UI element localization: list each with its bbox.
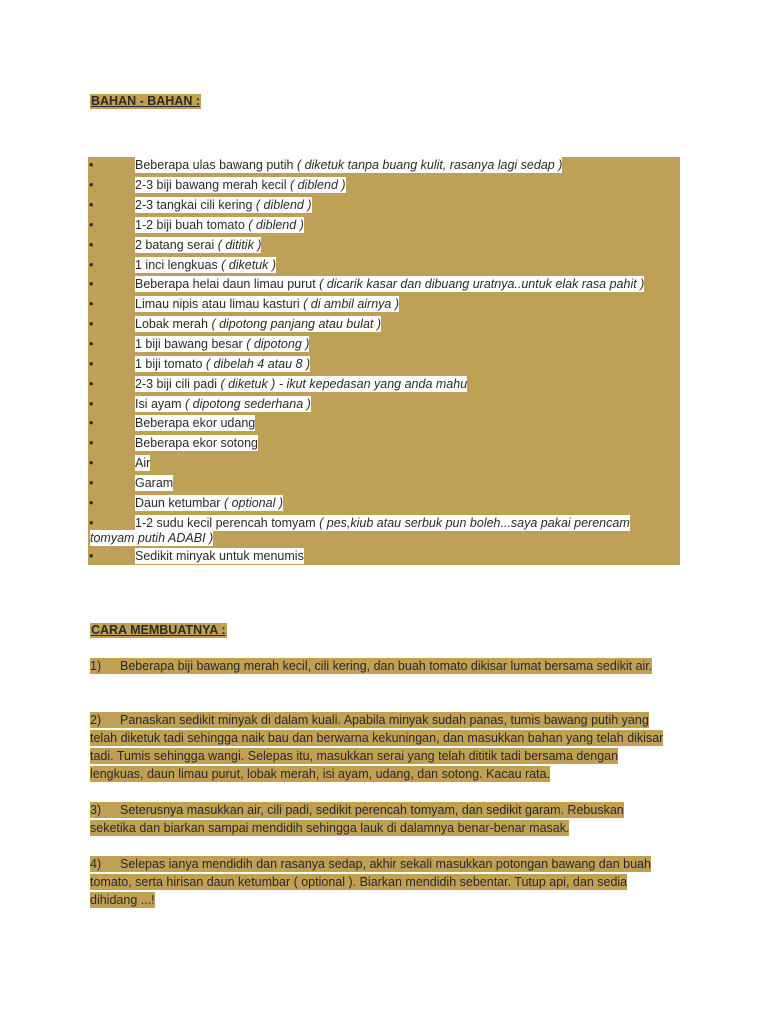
ingredient-name: 2-3 tangkai cili kering [135, 198, 256, 212]
step-number: 2) [90, 713, 102, 727]
ingredient-text [135, 157, 562, 173]
ingredient-name: 2-3 biji bawang merah kecil [135, 178, 290, 192]
ingredient-note: ( dititik ) [217, 238, 262, 252]
ingredient-name: Garam [135, 476, 174, 490]
ingredient-note: ( dipotong sederhana ) [185, 397, 311, 411]
ingredient-note: ( di ambil airnya ) [303, 297, 400, 311]
bullet-icon: • [89, 496, 94, 510]
bullet-icon: • [89, 258, 94, 272]
ingredient-note: ( dipotong ) [246, 337, 310, 351]
ingredient-text [135, 316, 381, 332]
bullet-icon: • [89, 436, 94, 450]
ingredient-note: ( diblend ) [255, 198, 312, 212]
ingredient-name: 1-2 sudu kecil perencah tomyam [135, 516, 320, 530]
ingredient-note: ( diblend ) [289, 178, 346, 192]
bullet-icon: • [89, 337, 94, 351]
step-body: Beberapa biji bawang merah kecil, cili kering, dan buah tomato dikisar lumat bersama sedikit air. [120, 659, 653, 673]
ingredient-name: 2 batang serai [135, 238, 218, 252]
ingredient-note: ( pes,kiub atau serbuk pun boleh...saya pakai perencam [319, 516, 630, 530]
step-text [90, 802, 624, 836]
method-step [90, 855, 670, 909]
ingredient-text [135, 276, 644, 292]
step-number: 3) [90, 803, 102, 817]
ingredient-text [135, 336, 309, 352]
ingredient-name: 1 biji bawang besar [135, 337, 247, 351]
ingredient-text [135, 435, 258, 451]
bullet-icon: • [89, 476, 94, 490]
ingredient-text [135, 415, 255, 431]
bullet-icon: • [89, 549, 94, 563]
step-text [90, 658, 652, 674]
ingredient-note: tomyam putih ADABI ) [90, 531, 214, 545]
ingredient-text [135, 495, 283, 511]
bullet-icon: • [89, 377, 94, 391]
ingredient-text [135, 356, 310, 372]
ingredient-name: Beberapa ekor sotong [135, 436, 259, 450]
ingredients-list [88, 157, 680, 565]
ingredient-name: Air [135, 456, 151, 470]
ingredient-note-continued [90, 530, 213, 546]
ingredient-name: Limau nipis atau limau kasturi [135, 297, 304, 311]
method-step [90, 657, 670, 675]
ingredient-text [135, 396, 311, 412]
ingredient-name: Isi ayam [135, 397, 186, 411]
step-text [90, 712, 663, 782]
step-number: 1) [90, 659, 102, 673]
ingredient-text [135, 515, 630, 531]
method-step [90, 711, 670, 783]
ingredient-text [135, 237, 261, 253]
bullet-icon: • [89, 277, 94, 291]
ingredient-note: ( dibelah 4 atau 8 ) [205, 357, 311, 371]
ingredient-text [135, 548, 304, 564]
step-body: Panaskan sedikit minyak di dalam kuali. Apabila minyak sudah panas, tumis bawang putih yang telah diketuk tadi sehingga naik bau dan berwarna kekuningan, dan masukkan bahan yang telah dikisar tadi. Tumis sehingga wangi. Selepas itu, masukkan serai yang telah dititik tadi bersama dengan lengkuas, daun limau purut, lobak merah, isi ayam, udang, dan sotong. Kacau rata. [90, 713, 664, 781]
ingredient-note: ( diblend ) [248, 218, 304, 232]
ingredient-name: Daun ketumbar [135, 496, 224, 510]
step-body: Selepas ianya mendidih dan rasanya sedap, akhir sekali masukkan potongan bawang dan buah tomato, serta hirisan daun ketumbar ( optional ). Biarkan mendidih sebentar. Tutup api, dan sedia dihidang ...! [90, 857, 651, 907]
ingredient-text [135, 217, 304, 233]
bullet-icon: • [89, 397, 94, 411]
ingredient-note: ( diketuk ) - ikut kepedasan yang anda mahu [220, 377, 468, 391]
ingredient-text [135, 257, 276, 273]
ingredient-text [135, 475, 173, 491]
bullet-icon: • [89, 456, 94, 470]
ingredient-name: Beberapa ulas bawang putih [135, 158, 297, 172]
ingredient-name: Beberapa ekor udang [135, 416, 256, 430]
bullet-icon: • [89, 178, 94, 192]
ingredients-heading: BAHAN - BAHAN : [91, 94, 201, 108]
step-body: Seterusnya masukkan air, cili padi, sedikit perencah tomyam, dan sedikit garam. Rebuskan seketika dan biarkan sampai mendidih sehingga lauk di dalamnya benar-benar masak. [90, 803, 624, 835]
ingredient-name: 1-2 biji buah tomato [135, 218, 249, 232]
ingredient-name: 1 biji tomato [135, 357, 206, 371]
ingredient-note: ( diketuk tanpa buang kulit, rasanya lagi sedap ) [296, 158, 563, 172]
ingredient-text [135, 177, 346, 193]
bullet-icon: • [89, 218, 94, 232]
ingredient-text [135, 197, 312, 213]
ingredient-name: Sedikit minyak untuk menumis [135, 549, 304, 563]
ingredient-text [135, 376, 467, 392]
step-text [90, 856, 651, 908]
ingredient-note: ( optional ) [223, 496, 283, 510]
method-step [90, 801, 670, 837]
ingredient-note: ( dicarik kasar dan dibuang uratnya..untuk elak rasa pahit ) [319, 277, 645, 291]
bullet-icon: • [89, 158, 94, 172]
bullet-icon: • [89, 238, 94, 252]
ingredient-text [135, 296, 399, 312]
ingredient-name: 2-3 biji cili padi [135, 377, 221, 391]
ingredient-name: Lobak merah [135, 317, 212, 331]
ingredient-name: 1 inci lengkuas [135, 258, 222, 272]
bullet-icon: • [89, 317, 94, 331]
ingredient-name: Beberapa helai daun limau purut [135, 277, 320, 291]
ingredient-text [135, 455, 150, 471]
bullet-icon: • [89, 516, 94, 530]
bullet-icon: • [89, 297, 94, 311]
bullet-icon: • [89, 357, 94, 371]
step-number: 4) [90, 857, 102, 871]
bullet-icon: • [89, 198, 94, 212]
ingredient-note: ( diketuk ) [221, 258, 277, 272]
ingredient-note: ( dipotong panjang atau bulat ) [211, 317, 382, 331]
method-heading: CARA MEMBUATNYA : [91, 623, 226, 637]
bullet-icon: • [89, 416, 94, 430]
